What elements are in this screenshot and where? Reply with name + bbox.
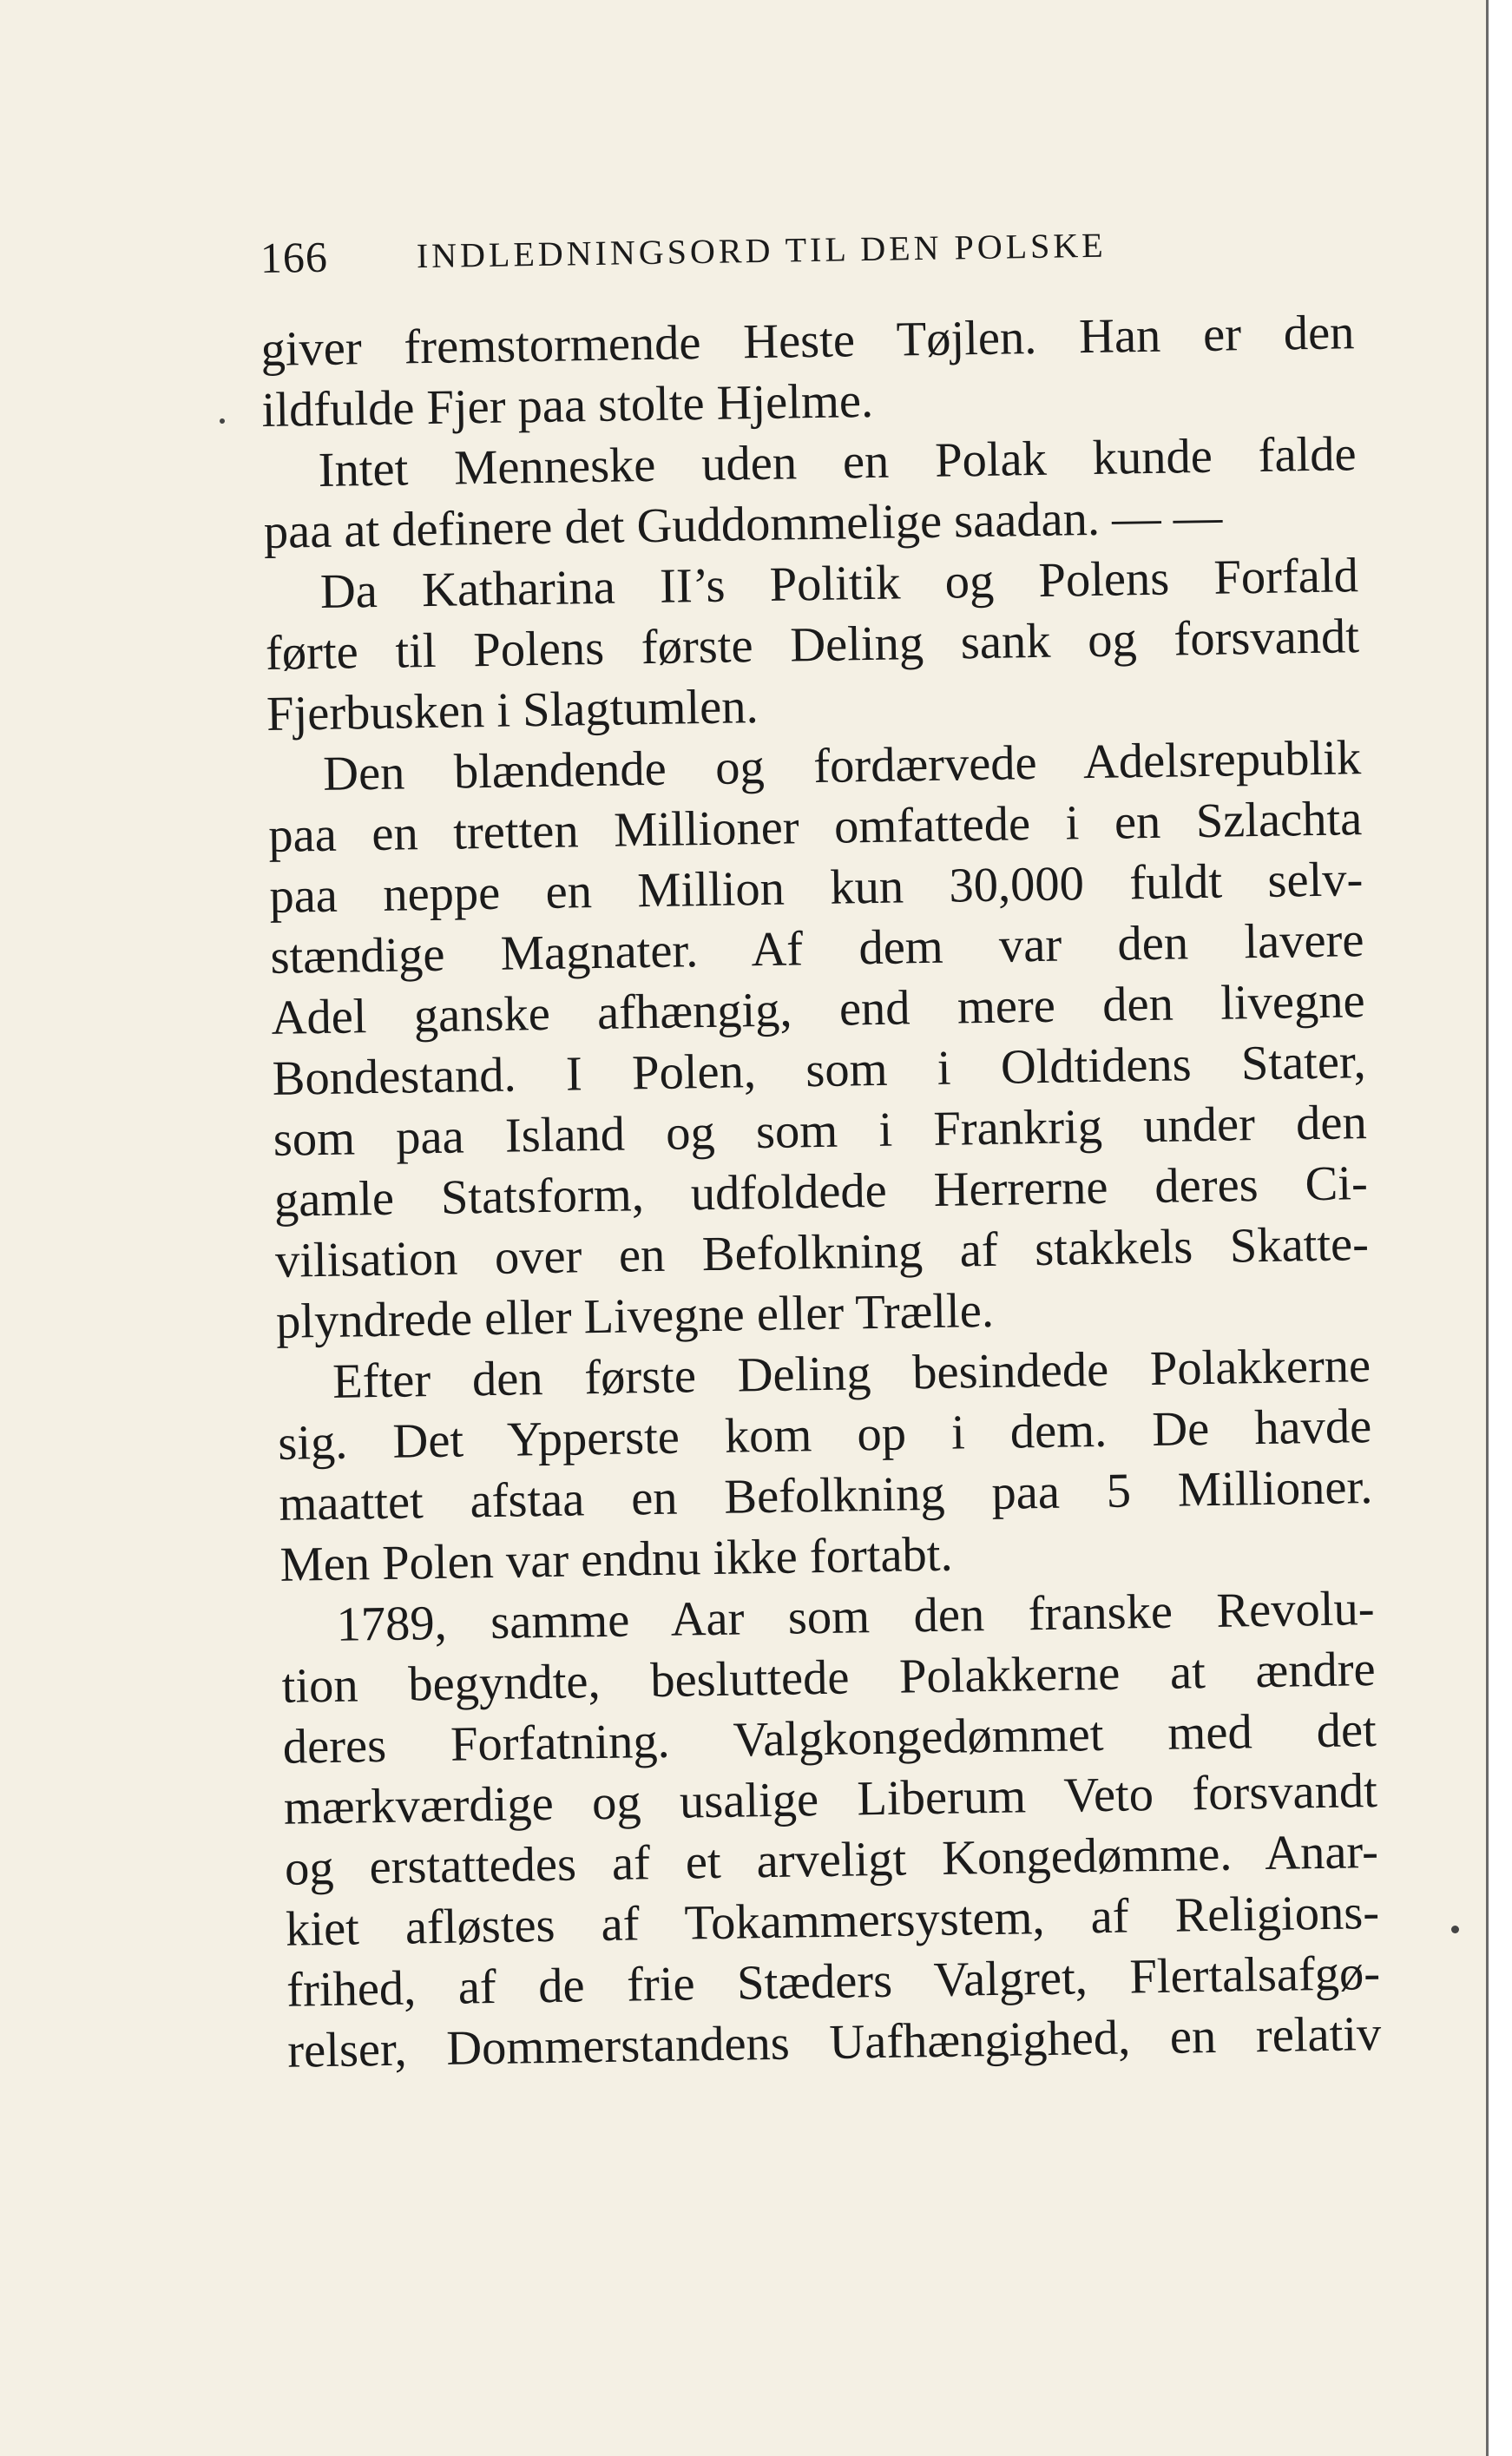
- text-line: Den blændende og fordærvede Adelsrepublik: [322, 731, 1362, 801]
- text-line: mærkværdige og usalige Liberum Veto forsvandt: [283, 1764, 1378, 1835]
- page-header: [260, 215, 1389, 293]
- text-line: plyndrede eller Livegne eller Trælle.: [275, 1283, 995, 1349]
- text-line: Fjerbusken i Slagtumlen.: [266, 680, 759, 741]
- text-line: Adel ganske afhængig, end mere den livegne: [271, 974, 1365, 1045]
- text-line: tion begyndte, besluttede Polakkerne at ændre: [281, 1643, 1377, 1714]
- text-line: paa neppe en Million kun 30,000 fuldt selv-: [268, 853, 1364, 924]
- text-line: deres Forfatning. Valgkongedømmet med det: [282, 1703, 1377, 1775]
- text-line: frihed, af de frie Stæders Valgret, Flertalsafgø-: [286, 1946, 1381, 2018]
- text-line: stændige Magnater. Af dem var den lavere: [270, 913, 1364, 984]
- text-line: som paa Island og som i Frankrig under den: [273, 1096, 1368, 1167]
- text-line: paa at definere det Guddommelige saadan. — —: [263, 490, 1223, 559]
- text-line: ildfulde Fjer paa stolte Hjelme.: [261, 373, 874, 438]
- text-line: sig. Det Ypperste kom op i dem. De havde: [277, 1399, 1372, 1471]
- scan-margin: [1489, 0, 1512, 2456]
- text-line: førte til Polens første Deling sank og forsvandt: [265, 609, 1360, 681]
- text-line: 1789, samme Aar som den franske Revolu-: [336, 1582, 1375, 1652]
- text-line: gamle Statsform, udfoldede Herrerne deres Ci-: [273, 1156, 1369, 1228]
- text-line: maattet afstaa en Befolkning paa 5 Millioner.: [278, 1460, 1373, 1531]
- text-line: Efter den første Deling besindede Polakkerne: [332, 1339, 1371, 1409]
- scan-speck: [1451, 1926, 1459, 1933]
- text-line: Bondestand. I Polen, som i Oldtidens Stater,: [272, 1035, 1367, 1106]
- text-line: giver fremstormende Heste Tøjlen. Han er den: [260, 306, 1355, 377]
- text-line: Da Katharina II’s Politik og Polens Forfald: [319, 549, 1359, 619]
- body-text: [260, 302, 1382, 2082]
- text-line: paa en tretten Millioner omfattede i en Szlachta: [267, 792, 1363, 863]
- text-line: kiet afløstes af Tokammersystem, af Religions-: [285, 1885, 1380, 1957]
- text-line: vilisation over en Befolkning af stakkels Skatte-: [274, 1217, 1370, 1288]
- text-line: og erstattedes af et arveligt Kongedømme. Anar-: [284, 1824, 1379, 1896]
- text-line: relser, Dommerstandens Uafhængighed, en relativ: [286, 2006, 1382, 2078]
- page-number: 166: [260, 232, 329, 282]
- text-line: Intet Menneske uden en Polak kunde falde: [318, 427, 1358, 497]
- running-title: INDLEDNINGSORD TIL DEN POLSKE: [416, 225, 1108, 276]
- scan-speck: [220, 418, 225, 424]
- text-line: Men Polen var endnu ikke fortabt.: [279, 1527, 954, 1592]
